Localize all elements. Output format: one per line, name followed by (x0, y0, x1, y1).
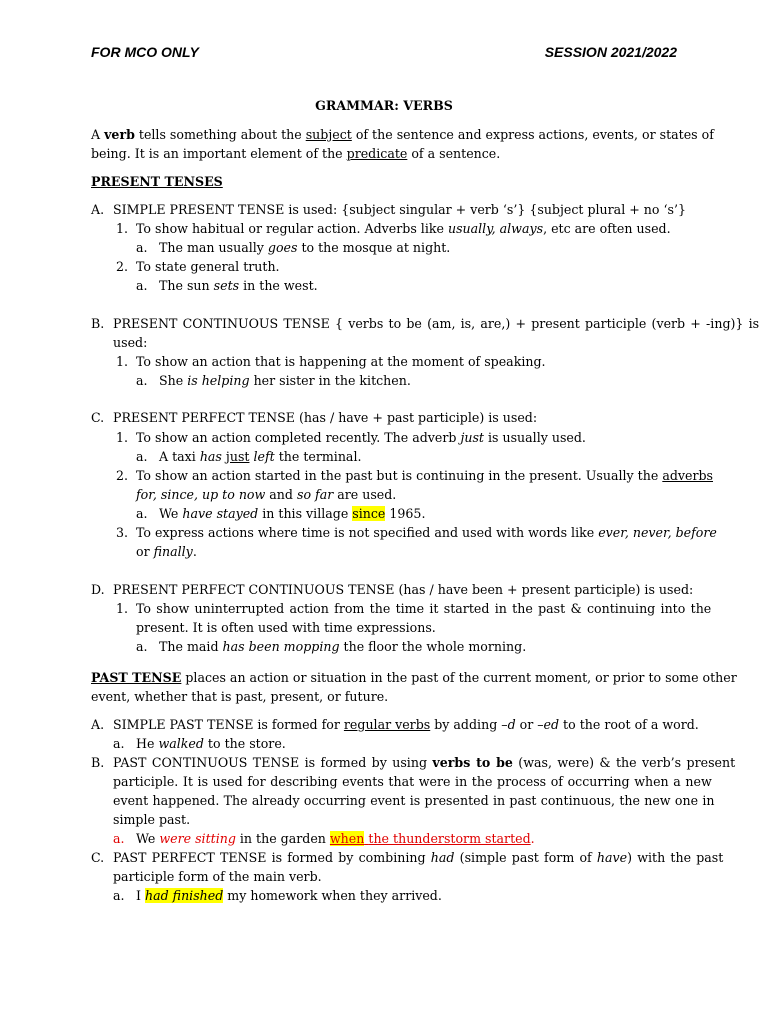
list-item-cont: for, since, up to now and so far are used. (136, 487, 397, 502)
past-b-title: PAST CONTINUOUS TENSE is formed by using verbs to be (was, were) & the verb’s present (113, 755, 736, 770)
page-title: GRAMMAR: VERBS (315, 98, 453, 113)
header-left: FOR MCO ONLY (91, 44, 199, 60)
list-item: To show an action that is happening at the moment of speaking. (136, 354, 546, 369)
example-letter: a. (113, 831, 125, 846)
section-a-title: SIMPLE PRESENT TENSE is used: {subject singular + verb ‘s’} {subject plural + no ‘s’} (113, 202, 686, 217)
section-c-title: PRESENT PERFECT TENSE (has / have + past participle) is used: (113, 410, 538, 425)
past-b-line-4: simple past. (113, 812, 191, 827)
example-letter: a. (136, 639, 148, 654)
past-a-title: SIMPLE PAST TENSE is formed for regular verbs by adding –d or –ed to the root of a word. (113, 717, 699, 732)
list-item: To show habitual or regular action. Adverbs like usually, always, etc are often used. (136, 221, 671, 236)
example-item: The maid has been mopping the floor the whole morning. (159, 639, 527, 654)
past-b-line-2: participle. It is used for describing events that were in the process of occurring when a new (113, 774, 712, 789)
past-a-mark: A. (91, 717, 105, 732)
list-number: 2. (116, 468, 129, 483)
list-number: 3. (116, 525, 129, 540)
example-item: He walked to the store. (136, 736, 286, 751)
example-letter: a. (136, 506, 148, 521)
example-letter: a. (113, 736, 125, 751)
past-b-mark: B. (91, 755, 105, 770)
list-number: 1. (116, 221, 129, 236)
past-c-line-2: participle form of the main verb. (113, 869, 322, 884)
example-letter: a. (136, 240, 148, 255)
section-c-mark: C. (91, 410, 105, 425)
header-right: SESSION 2021/2022 (544, 44, 677, 60)
example-item: She is helping her sister in the kitchen. (159, 373, 411, 388)
past-tense-intro: PAST TENSE places an action or situation in the past of the current moment, or prior to some other (91, 670, 737, 685)
example-item: The man usually goes to the mosque at night. (159, 240, 451, 255)
example-item: We have stayed in this village since 1965. (159, 506, 426, 521)
example-item: We were sitting in the garden when the thunderstorm started. (136, 831, 535, 846)
section-b-title-cont: used: (113, 335, 148, 350)
intro-line-2: being. It is an important element of the predicate of a sentence. (91, 146, 501, 161)
past-b-line-3: event happened. The already occurring event is presented in past continuous, the new one in (113, 793, 715, 808)
list-item-cont: or finally. (136, 544, 197, 559)
list-item: To express actions where time is not specified and used with words like ever, never, before (136, 525, 717, 540)
section-d-title: PRESENT PERFECT CONTINUOUS TENSE (has / have been + present participle) is used: (113, 582, 694, 597)
example-item: A taxi has just left the terminal. (159, 449, 362, 464)
list-item-cont: present. It is often used with time expressions. (136, 620, 436, 635)
section-b-title: PRESENT CONTINUOUS TENSE { verbs to be (am, is, are,) + present participle (verb + -ing)} is (113, 316, 760, 331)
section-a-mark: A. (91, 202, 105, 217)
list-number: 2. (116, 259, 129, 274)
intro-line-1: A verb tells something about the subject of the sentence and express actions, events, or states of (91, 127, 714, 142)
section-b-mark: B. (91, 316, 105, 331)
present-tenses-heading: PRESENT TENSES (91, 174, 223, 189)
example-letter: a. (136, 373, 148, 388)
list-item: To show an action started in the past but is continuing in the present. Usually the adverbs (136, 468, 713, 483)
list-item: To state general truth. (136, 259, 280, 274)
past-tense-intro-cont: event, whether that is past, present, or future. (91, 689, 389, 704)
past-c-mark: C. (91, 850, 105, 865)
section-d-mark: D. (91, 582, 105, 597)
example-item: I had finished my homework when they arrived. (136, 888, 442, 903)
example-letter: a. (136, 278, 148, 293)
past-c-title: PAST PERFECT TENSE is formed by combining had (simple past form of have) with the past (113, 850, 724, 865)
list-number: 1. (116, 354, 129, 369)
list-number: 1. (116, 601, 129, 616)
list-number: 1. (116, 430, 129, 445)
example-letter: a. (136, 449, 148, 464)
list-item: To show uninterrupted action from the time it started in the past & continuing into the (136, 601, 712, 616)
example-item: The sun sets in the west. (159, 278, 318, 293)
example-letter: a. (113, 888, 125, 903)
list-item: To show an action completed recently. The adverb just is usually used. (136, 430, 586, 445)
